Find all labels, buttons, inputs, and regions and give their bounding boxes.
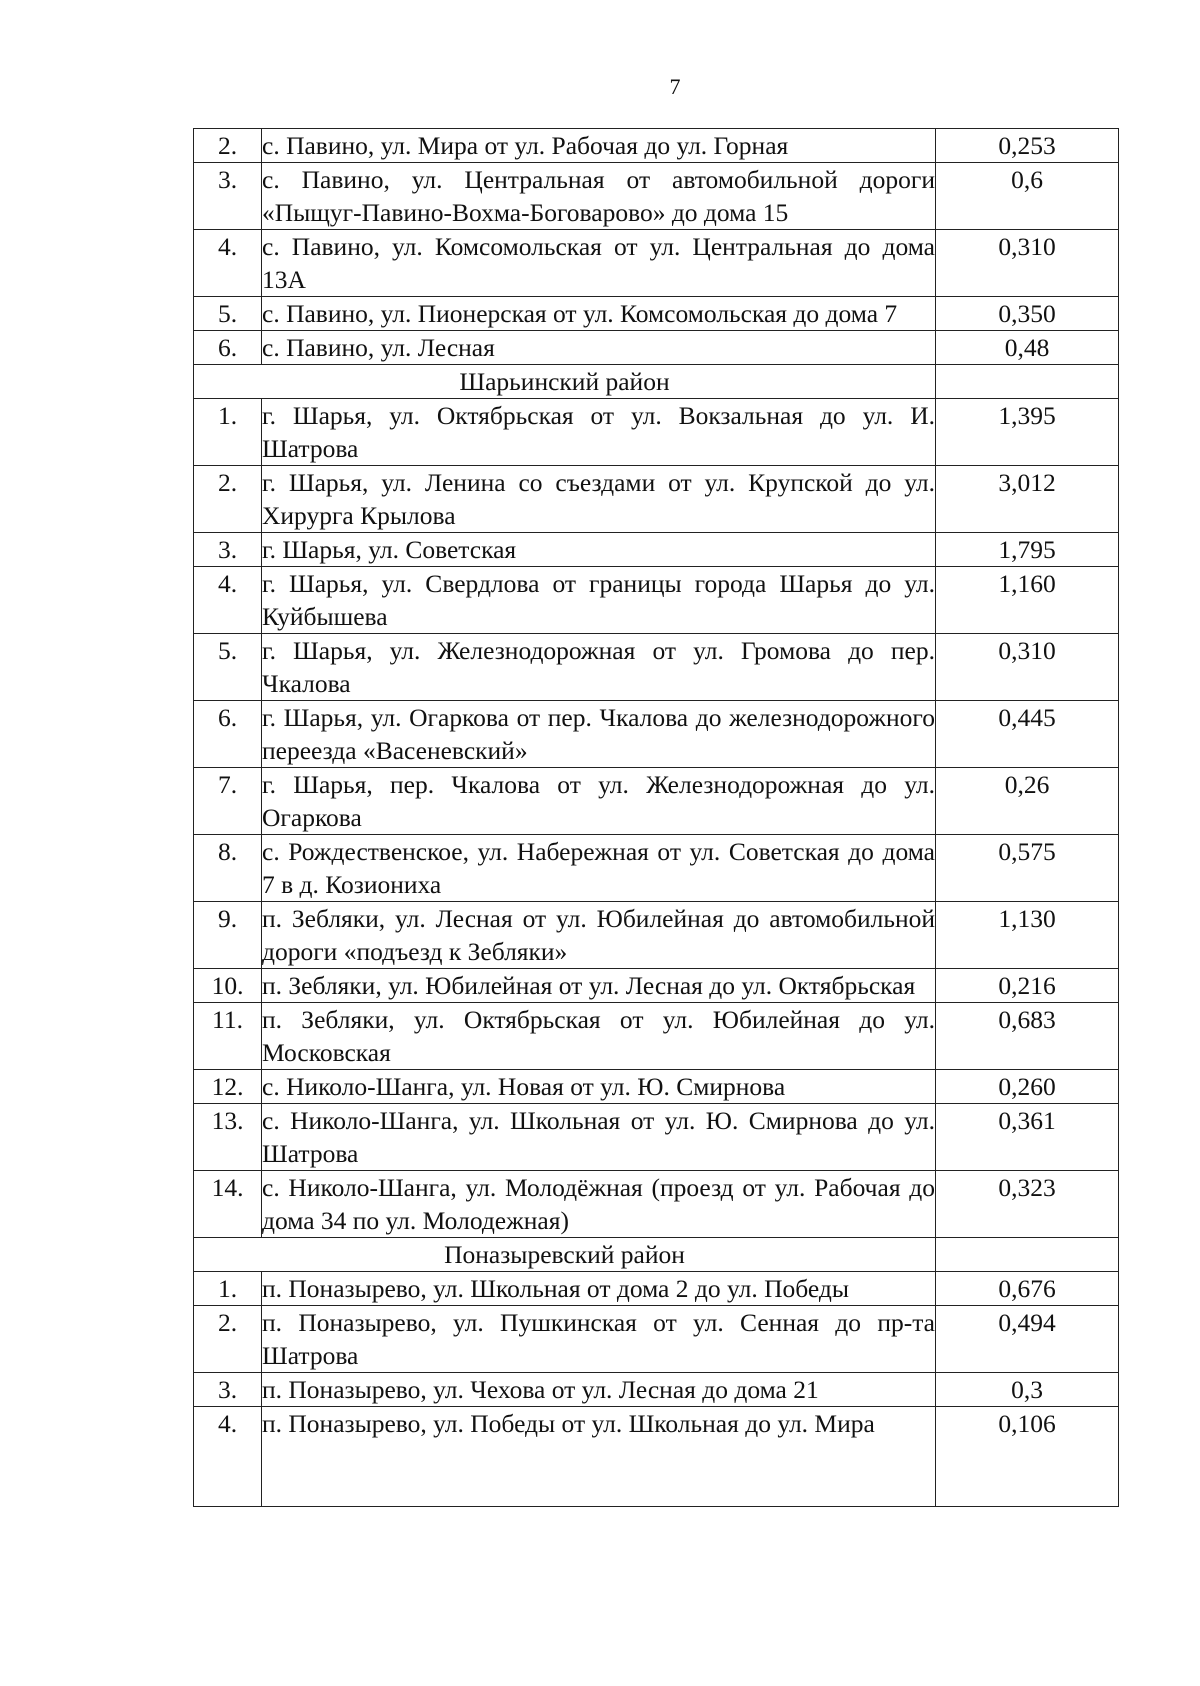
road-description-cell: г. Шарья, ул. Октябрьская от ул. Вокзальная до ул. И. Шатрова [262, 399, 936, 466]
road-description-cell: г. Шарья, ул. Свердлова от границы города Шарья до ул. Куйбышева [262, 567, 936, 634]
road-length-cell: 1,795 [936, 533, 1119, 567]
road-description-cell: с. Павино, ул. Мира от ул. Рабочая до ул. Горная [262, 129, 936, 163]
roads-table-body [194, 129, 1119, 1507]
road-length-cell: 0,494 [936, 1306, 1119, 1373]
row-number-cell: 12. [194, 1070, 262, 1104]
table-row [194, 768, 1119, 835]
table-row [194, 1070, 1119, 1104]
road-length-cell: 1,160 [936, 567, 1119, 634]
road-length-cell: 0,676 [936, 1272, 1119, 1306]
road-length-cell: 1,395 [936, 399, 1119, 466]
table-row [194, 835, 1119, 902]
roads-table [193, 128, 1119, 1507]
road-length-cell: 0,253 [936, 129, 1119, 163]
row-number-cell: 4. [194, 567, 262, 634]
table-row [194, 1373, 1119, 1407]
district-header-row [194, 1238, 1119, 1272]
row-number-cell: 11. [194, 1003, 262, 1070]
row-number-cell: 8. [194, 835, 262, 902]
row-number-cell: 7. [194, 768, 262, 835]
road-length-cell: 0,106 [936, 1407, 1119, 1507]
row-number-cell: 1. [194, 1272, 262, 1306]
district-name: Поназыревский район [194, 1238, 936, 1272]
table-row [194, 297, 1119, 331]
table-row [194, 399, 1119, 466]
road-length-cell: 0,48 [936, 331, 1119, 365]
road-length-cell: 0,260 [936, 1070, 1119, 1104]
district-empty-cell [936, 1238, 1119, 1272]
road-description-cell: с. Николо-Шанга, ул. Молодёжная (проезд от ул. Рабочая до дома 34 по ул. Молодежная) [262, 1171, 936, 1238]
row-number-cell: 2. [194, 1306, 262, 1373]
road-length-cell: 0,350 [936, 297, 1119, 331]
road-description-cell: с. Рождественское, ул. Набережная от ул. Советская до дома 7 в д. Козиониха [262, 835, 936, 902]
row-number-cell: 6. [194, 331, 262, 365]
road-description-cell: п. Поназырево, ул. Пушкинская от ул. Сенная до пр-та Шатрова [262, 1306, 936, 1373]
road-length-cell: 1,130 [936, 902, 1119, 969]
row-number-cell: 4. [194, 230, 262, 297]
row-number-cell: 5. [194, 634, 262, 701]
road-description-cell: с. Николо-Шанга, ул. Школьная от ул. Ю. Смирнова до ул. Шатрова [262, 1104, 936, 1171]
road-length-cell: 0,310 [936, 634, 1119, 701]
road-length-cell: 0,683 [936, 1003, 1119, 1070]
road-length-cell: 0,323 [936, 1171, 1119, 1238]
road-description-cell: п. Зебляки, ул. Октябрьская от ул. Юбилейная до ул. Московская [262, 1003, 936, 1070]
table-row [194, 701, 1119, 768]
row-number-cell: 3. [194, 533, 262, 567]
page-number: 7 [669, 74, 681, 99]
row-number-cell: 14. [194, 1171, 262, 1238]
table-row [194, 230, 1119, 297]
road-description-cell: г. Шарья, ул. Огаркова от пер. Чкалова до железнодорожного переезда «Васеневский» [262, 701, 936, 768]
table-row [194, 163, 1119, 230]
road-description-cell: г. Шарья, ул. Ленина со съездами от ул. Крупской до ул. Хирурга Крылова [262, 466, 936, 533]
table-row [194, 1171, 1119, 1238]
road-description-cell: с. Павино, ул. Центральная от автомобильной дороги «Пыщуг-Павино-Вохма-Боговарово» до дома 15 [262, 163, 936, 230]
table-row [194, 1003, 1119, 1070]
row-number-cell: 1. [194, 399, 262, 466]
row-number-cell: 13. [194, 1104, 262, 1171]
road-length-cell: 0,216 [936, 969, 1119, 1003]
row-number-cell: 3. [194, 163, 262, 230]
row-number-cell: 10. [194, 969, 262, 1003]
road-description-cell: г. Шарья, пер. Чкалова от ул. Железнодорожная до ул. Огаркова [262, 768, 936, 835]
row-number-cell: 2. [194, 129, 262, 163]
road-description-cell: г. Шарья, ул. Советская [262, 533, 936, 567]
road-length-cell: 0,6 [936, 163, 1119, 230]
road-description-cell: г. Шарья, ул. Железнодорожная от ул. Громова до пер. Чкалова [262, 634, 936, 701]
table-row [194, 533, 1119, 567]
table-row [194, 331, 1119, 365]
row-number-cell: 3. [194, 1373, 262, 1407]
road-length-cell: 0,26 [936, 768, 1119, 835]
row-number-cell: 9. [194, 902, 262, 969]
row-number-cell: 6. [194, 701, 262, 768]
row-number-cell: 5. [194, 297, 262, 331]
table-row [194, 1306, 1119, 1373]
table-row [194, 1272, 1119, 1306]
road-length-cell: 0,3 [936, 1373, 1119, 1407]
table-row [194, 1407, 1119, 1507]
road-length-cell: 0,445 [936, 701, 1119, 768]
table-row [194, 466, 1119, 533]
district-name: Шарьинский район [194, 365, 936, 399]
table-row [194, 902, 1119, 969]
road-description-cell: с. Павино, ул. Лесная [262, 331, 936, 365]
table-row [194, 129, 1119, 163]
road-description-cell: п. Поназырево, ул. Школьная от дома 2 до ул. Победы [262, 1272, 936, 1306]
table-row [194, 567, 1119, 634]
road-description-cell: с. Павино, ул. Комсомольская от ул. Центральная до дома 13А [262, 230, 936, 297]
table-row [194, 969, 1119, 1003]
table-row [194, 1104, 1119, 1171]
district-empty-cell [936, 365, 1119, 399]
district-header-row [194, 365, 1119, 399]
road-description-cell: п. Поназырево, ул. Победы от ул. Школьная до ул. Мира [262, 1407, 936, 1507]
road-length-cell: 0,361 [936, 1104, 1119, 1171]
road-length-cell: 0,575 [936, 835, 1119, 902]
road-length-cell: 3,012 [936, 466, 1119, 533]
row-number-cell: 2. [194, 466, 262, 533]
road-description-cell: с. Павино, ул. Пионерская от ул. Комсомольская до дома 7 [262, 297, 936, 331]
road-description-cell: п. Зебляки, ул. Лесная от ул. Юбилейная до автомобильной дороги «подъезд к Зебляки» [262, 902, 936, 969]
row-number-cell: 4. [194, 1407, 262, 1507]
road-description-cell: с. Николо-Шанга, ул. Новая от ул. Ю. Смирнова [262, 1070, 936, 1104]
road-length-cell: 0,310 [936, 230, 1119, 297]
table-row [194, 634, 1119, 701]
road-description-cell: п. Зебляки, ул. Юбилейная от ул. Лесная до ул. Октябрьская [262, 969, 936, 1003]
road-description-cell: п. Поназырево, ул. Чехова от ул. Лесная до дома 21 [262, 1373, 936, 1407]
